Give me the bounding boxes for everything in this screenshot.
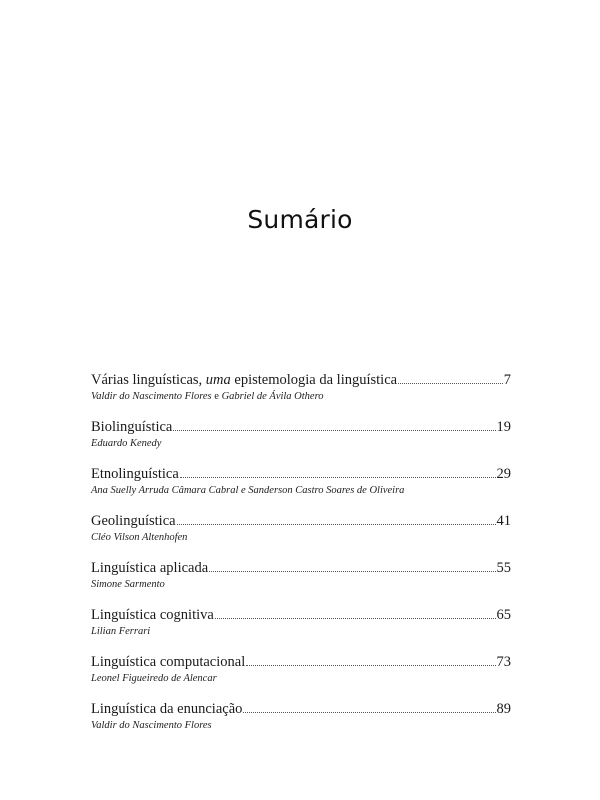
toc-entry bbox=[91, 464, 511, 511]
dot-leader bbox=[209, 570, 495, 572]
toc-entry-page: 19 bbox=[496, 419, 511, 435]
toc-entry-author: Ana Suelly Arruda Câmara Cabral e Sanderson Castro Soares de Oliveira bbox=[91, 485, 405, 496]
dot-leader bbox=[180, 476, 496, 478]
toc-entry bbox=[91, 370, 511, 417]
toc-link[interactable] bbox=[91, 558, 511, 578]
table-of-contents bbox=[91, 370, 511, 746]
toc-entry-page: 55 bbox=[496, 560, 511, 576]
toc-link[interactable] bbox=[91, 652, 511, 672]
dot-leader bbox=[243, 711, 495, 713]
dot-leader bbox=[215, 617, 496, 619]
toc-entry-author: Simone Sarmento bbox=[91, 579, 165, 590]
toc-entry bbox=[91, 605, 511, 652]
toc-link[interactable] bbox=[91, 699, 511, 719]
toc-entry-page: 41 bbox=[496, 513, 511, 529]
toc-link[interactable] bbox=[91, 370, 511, 390]
toc-entry-page: 29 bbox=[496, 466, 511, 482]
toc-entry-page: 7 bbox=[503, 372, 511, 388]
toc-entry-author: Eduardo Kenedy bbox=[91, 438, 162, 449]
toc-entry-title-emphasis: uma bbox=[205, 372, 231, 388]
toc-entry bbox=[91, 417, 511, 464]
toc-link[interactable] bbox=[91, 511, 511, 531]
toc-entry-author: Valdir do Nascimento Flores bbox=[91, 720, 212, 731]
toc-entry bbox=[91, 511, 511, 558]
author-name: Valdir do Nascimento Flores bbox=[91, 391, 212, 402]
toc-entry-title: Linguística da enunciação bbox=[91, 701, 243, 717]
author-conjunction: e bbox=[211, 391, 222, 402]
toc-link[interactable] bbox=[91, 605, 511, 625]
toc-entry-title: Linguística computacional bbox=[91, 654, 246, 670]
toc-link[interactable] bbox=[91, 417, 511, 437]
toc-entry-title: Geolinguística bbox=[91, 513, 176, 529]
dot-leader bbox=[246, 664, 495, 666]
toc-entry-title: Linguística cognitiva bbox=[91, 607, 214, 623]
toc-entry-title-part: epistemologia da linguística bbox=[230, 372, 398, 388]
dot-leader bbox=[173, 429, 495, 431]
author-name: Gabriel de Ávila Othero bbox=[221, 391, 324, 402]
toc-entry-title-part: Várias linguísticas, bbox=[91, 372, 206, 388]
toc-entry-title: Linguística aplicada bbox=[91, 560, 209, 576]
toc-entry-title bbox=[91, 370, 397, 390]
toc-entry bbox=[91, 652, 511, 699]
toc-entry bbox=[91, 699, 511, 746]
toc-entry-page: 65 bbox=[496, 607, 511, 623]
toc-entry-title: Biolinguística bbox=[91, 419, 173, 435]
toc-entry-author: Lilian Ferrari bbox=[91, 626, 151, 637]
toc-entry-author: Cléo Vilson Altenhofen bbox=[91, 532, 188, 543]
dot-leader bbox=[177, 523, 496, 525]
toc-entry-title: Etnolinguística bbox=[91, 466, 179, 482]
toc-link[interactable] bbox=[91, 464, 511, 484]
toc-entry-page: 73 bbox=[496, 654, 511, 670]
toc-entry-page: 89 bbox=[496, 701, 511, 717]
toc-entry-author bbox=[91, 390, 511, 404]
dot-leader bbox=[398, 382, 503, 384]
page-title: Sumário bbox=[247, 205, 353, 234]
toc-entry-author: Leonel Figueiredo de Alencar bbox=[91, 673, 217, 684]
toc-entry bbox=[91, 558, 511, 605]
